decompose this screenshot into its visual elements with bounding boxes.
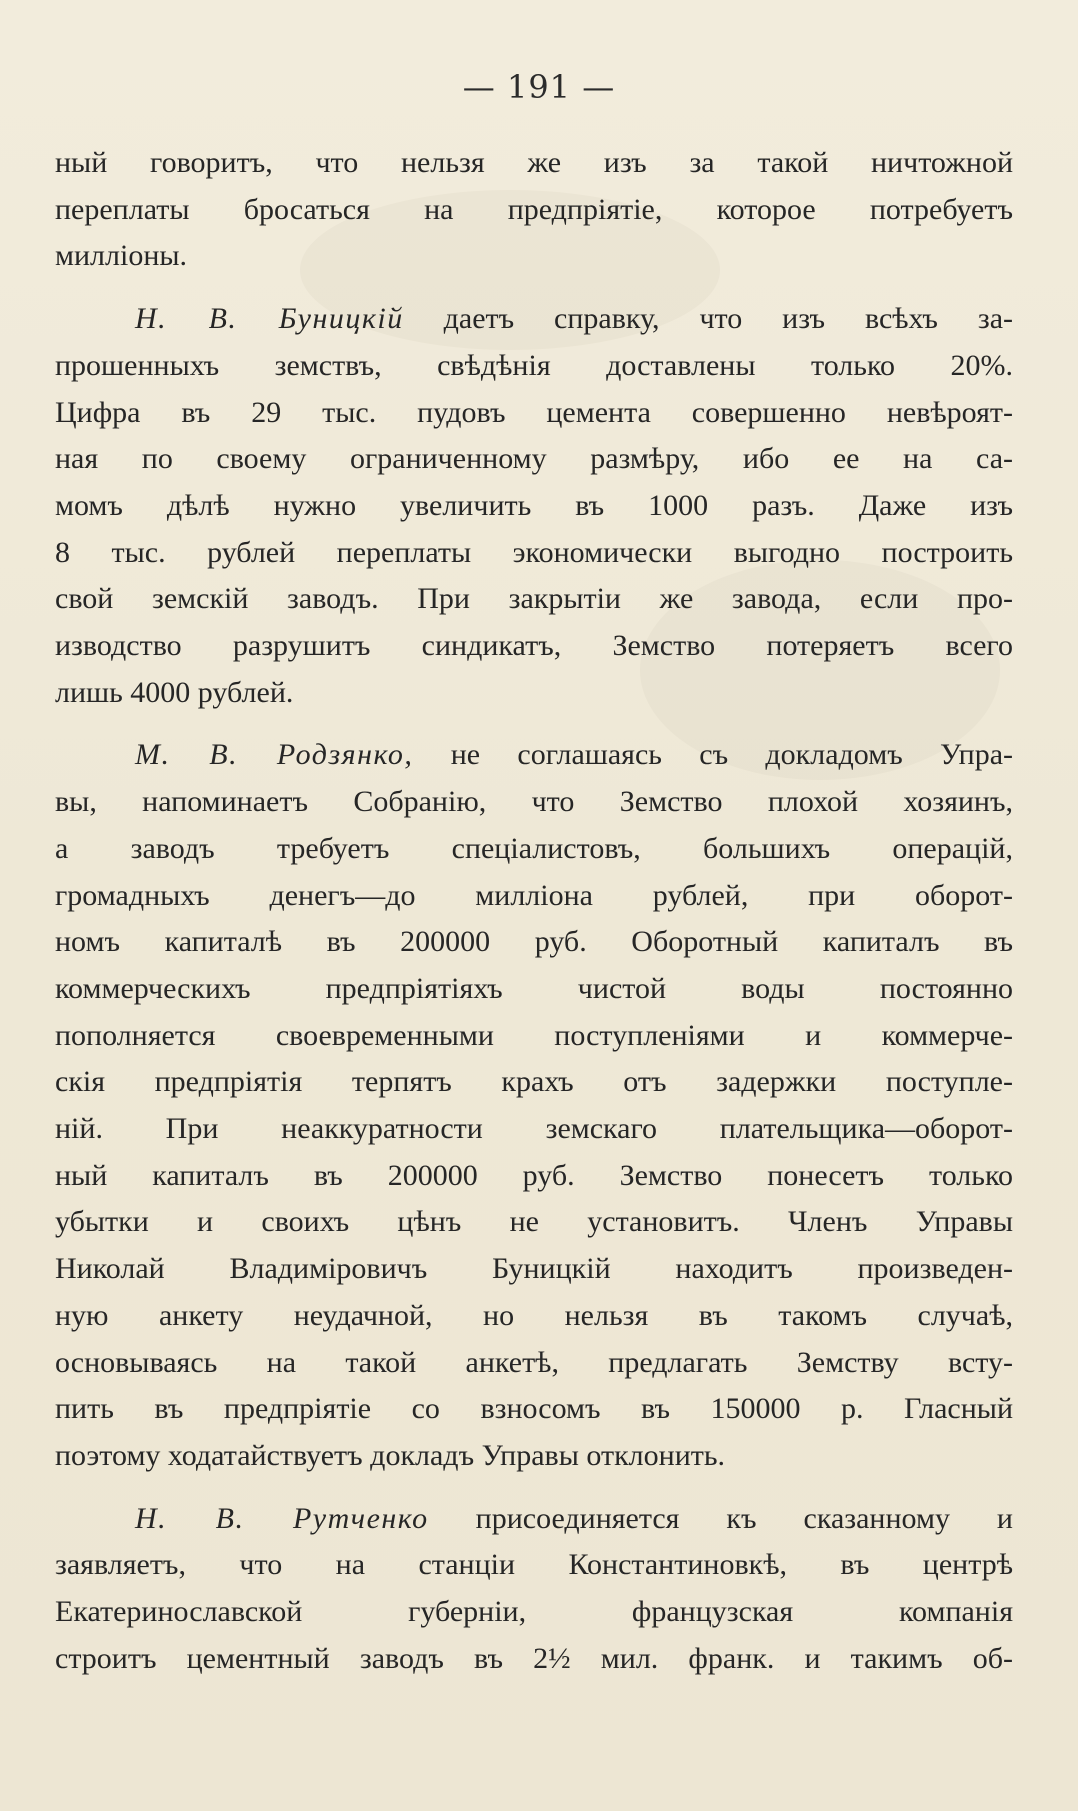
text-line: Николай Владиміровичъ Буницкій находитъ произведен- [55,1252,1013,1286]
text-fragment: присоединяется къ сказанному и [428,1501,1013,1535]
text-line [55,296,1013,343]
paragraph [55,1496,1013,1683]
text-line: изводство разрушитъ синдикатъ, Земство потеряетъ всего [55,629,1013,663]
text-line: поэтому ходатайствуетъ докладъ Управы отклонить. [55,1438,726,1472]
text-line: Екатеринославской губерніи, французская компанія [55,1595,1013,1629]
text-line: громадныхъ денегъ—до милліона рублей, при оборот- [55,878,1013,912]
text-line: свой земскій заводъ. При закрытіи же завода, если про- [55,582,1013,616]
text-line: милліоны. [55,239,188,273]
speaker-name: М. В. Родзянко, [135,738,414,772]
text-line: переплаты бросаться на предпріятіе, которое потребуетъ [55,192,1013,226]
text-fragment: даетъ справку, что изъ всѣхъ за- [403,302,1013,336]
text-line: строитъ цементный заводъ въ 2½ мил. франк. и такимъ об- [55,1641,1013,1675]
text-line: скія предпріятія терпятъ крахъ отъ задержки поступле- [55,1065,1013,1099]
text-line: ную анкету неудачной, но нельзя въ такомъ случаѣ, [55,1298,1013,1332]
text-line: пить въ предпріятіе со взносомъ въ 150000 р. Гласный [55,1392,1013,1426]
speaker-name: Н. В. Рутченко [135,1501,429,1535]
text-line: коммерческихъ предпріятіяхъ чистой воды постоянно [55,971,1013,1005]
text-line: заявляетъ, что на станціи Константиновкѣ, въ центрѣ [55,1548,1013,1582]
text-line: момъ дѣлѣ нужно увеличить въ 1000 разъ. Даже изъ [55,488,1013,522]
text-line [55,1496,1013,1543]
page-number: — 191 — [462,68,616,106]
text-line: убытки и своихъ цѣнъ не установитъ. Членъ Управы [55,1205,1013,1239]
text-line [55,732,1013,779]
speaker-name: Н. В. Буницкій [135,302,404,336]
text-line: ная по своему ограниченному размѣру, ибо ее на са- [55,442,1013,476]
text-line: 8 тыс. рублей переплаты экономически выгодно построить [55,535,1013,569]
text-line: пополняется своевременными поступленіями и коммерче- [55,1018,1013,1052]
text-line: прошенныхъ земствъ, свѣдѣнія доставлены только 20%. [55,348,1013,382]
text-line: основываясь на такой анкетѣ, предлагать Земству всту- [55,1345,1013,1379]
text-line: Цифра въ 29 тыс. пудовъ цемента совершенно невѣроят- [55,395,1013,429]
text-line: вы, напоминаетъ Собранію, что Земство плохой хозяинъ, [55,785,1013,819]
text-line: ный капиталъ въ 200000 руб. Земство понесетъ только [55,1158,1013,1192]
text-line: номъ капиталѣ въ 200000 руб. Оборотный капиталъ въ [55,925,1013,959]
text-line: лишь 4000 рублей. [55,675,294,709]
text-line: ный говоритъ, что нельзя же изъ за такой ничтожной [55,146,1013,179]
text-line: а заводъ требуетъ спеціалистовъ, большихъ операцій, [55,831,1013,865]
text-fragment: не соглашаясь съ докладомъ Упра- [413,738,1014,772]
paragraph [55,732,1013,1479]
page-text [55,140,1013,1683]
text-line: ній. При неаккуратности земскаго плательщика—оборот- [55,1112,1013,1146]
paragraph [55,140,1013,280]
paragraph [55,296,1013,716]
